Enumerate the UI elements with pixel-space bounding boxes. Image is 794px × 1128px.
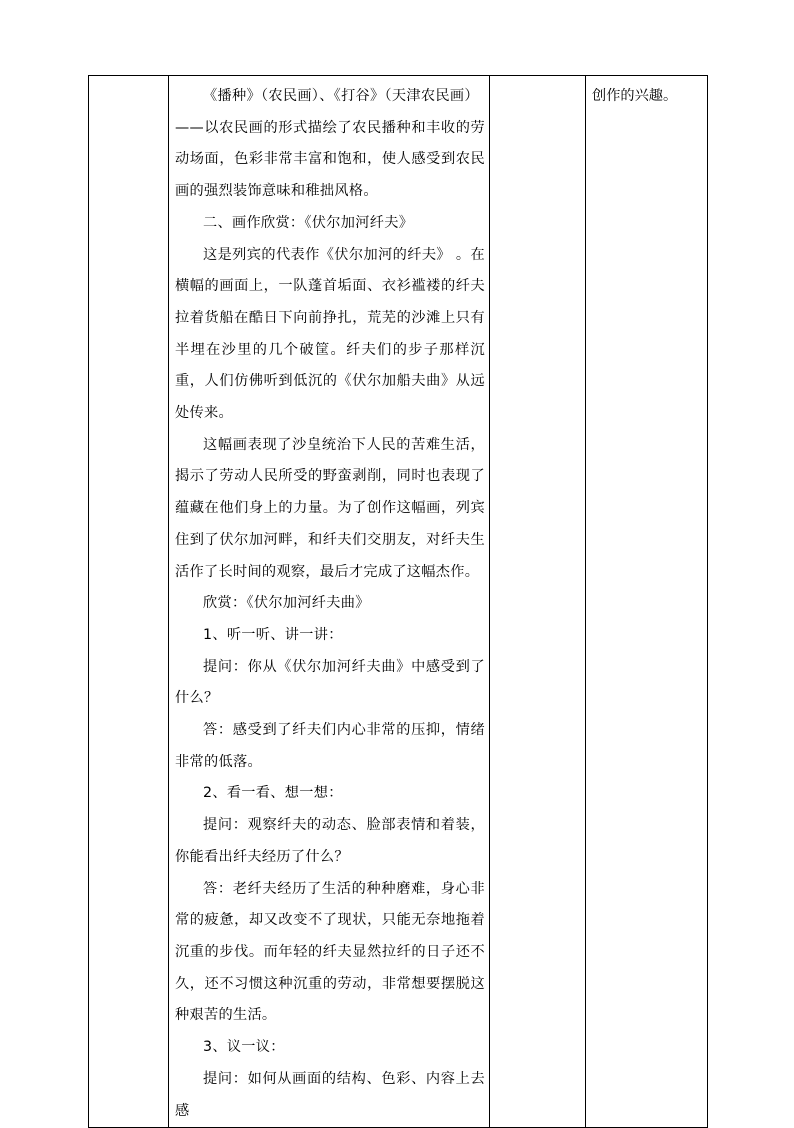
- paragraph-repin-intro: 这是列宾的代表作《伏尔加河的纤夫》 。在横幅的画面上，一队蓬首垢面、衣衫褴褛的纤夫拉着货船在酷日下向前挣扎，荒芜的沙滩上只有半埋在沙里的几个破筐。纤夫们的步子那样沉重，人们仿佛听到低沉的《伏尔加船夫曲》从远处传来。: [175, 246, 485, 422]
- step-listen-and-talk: 1、听一听、讲一讲：: [203, 626, 343, 643]
- question-structure-color-content: 提问：如何从画面的结构、色彩、内容上去感: [175, 1070, 485, 1119]
- section-heading-painting-appreciation: 二、画作欣赏：《伏尔加河纤夫》: [203, 214, 414, 231]
- blank-left-cell: [89, 76, 169, 1128]
- question-song-feeling: 提问：你从《伏尔加河纤夫曲》中感受到了什么？: [175, 658, 485, 707]
- question-observe-trackers: 提问：观察纤夫的动态、脸部表情和着装，你能看出纤夫经历了什么？: [175, 817, 485, 865]
- answer-song-feeling: 答：感受到了纤夫们内心非常的压抑，情绪非常的低落。: [175, 722, 485, 770]
- design-intent-cell: [586, 76, 708, 1128]
- design-intent-text: 创作的兴趣。: [592, 88, 678, 104]
- blank-student-activity-cell: [490, 76, 586, 1128]
- step-discuss: 3、议一议：: [203, 1039, 285, 1056]
- heading-song-appreciation: 欣赏：《伏尔加河纤夫曲》: [203, 595, 370, 612]
- answer-observe-trackers: 答：老纤夫经历了生活的种种磨难，身心非常的疲惫，却又改变不了现状，只能无奈地拖着沉重的步伐。而年轻的纤夫显然拉纤的日子还不久，还不习惯这种沉重的劳动，非常想要摆脱这种艰苦的生活。: [175, 880, 485, 1024]
- teaching-content: [169, 76, 489, 1127]
- student-activity-text: [490, 76, 585, 81]
- lesson-plan-table: [88, 75, 708, 1128]
- paragraph-peasant-painting-desc: ——以农民画的形式描绘了农民播种和丰收的劳动场面，色彩非常丰富和饱和，使人感受到农民画的强烈装饰意味和稚拙风格。: [175, 119, 485, 200]
- teaching-process-cell: [169, 76, 490, 1128]
- left-cell-text: [89, 76, 168, 81]
- table-row: [89, 76, 708, 1128]
- paragraph-paintings: 《播种》（农民画）、《打谷》（天津农民画）: [203, 88, 479, 104]
- step-look-and-think: 2、看一看、想一想：: [203, 785, 343, 802]
- paragraph-painting-meaning: 这幅画表现了沙皇统治下人民的苦难生活，揭示了劳动人民所受的野蛮剥削，同时也表现了蕴藏在他们身上的力量。为了创作这幅画，列宾住到了伏尔加河畔，和纤夫们交朋友，对纤夫生活作了长时间的观察，最后才完成了这幅杰作。: [175, 436, 485, 580]
